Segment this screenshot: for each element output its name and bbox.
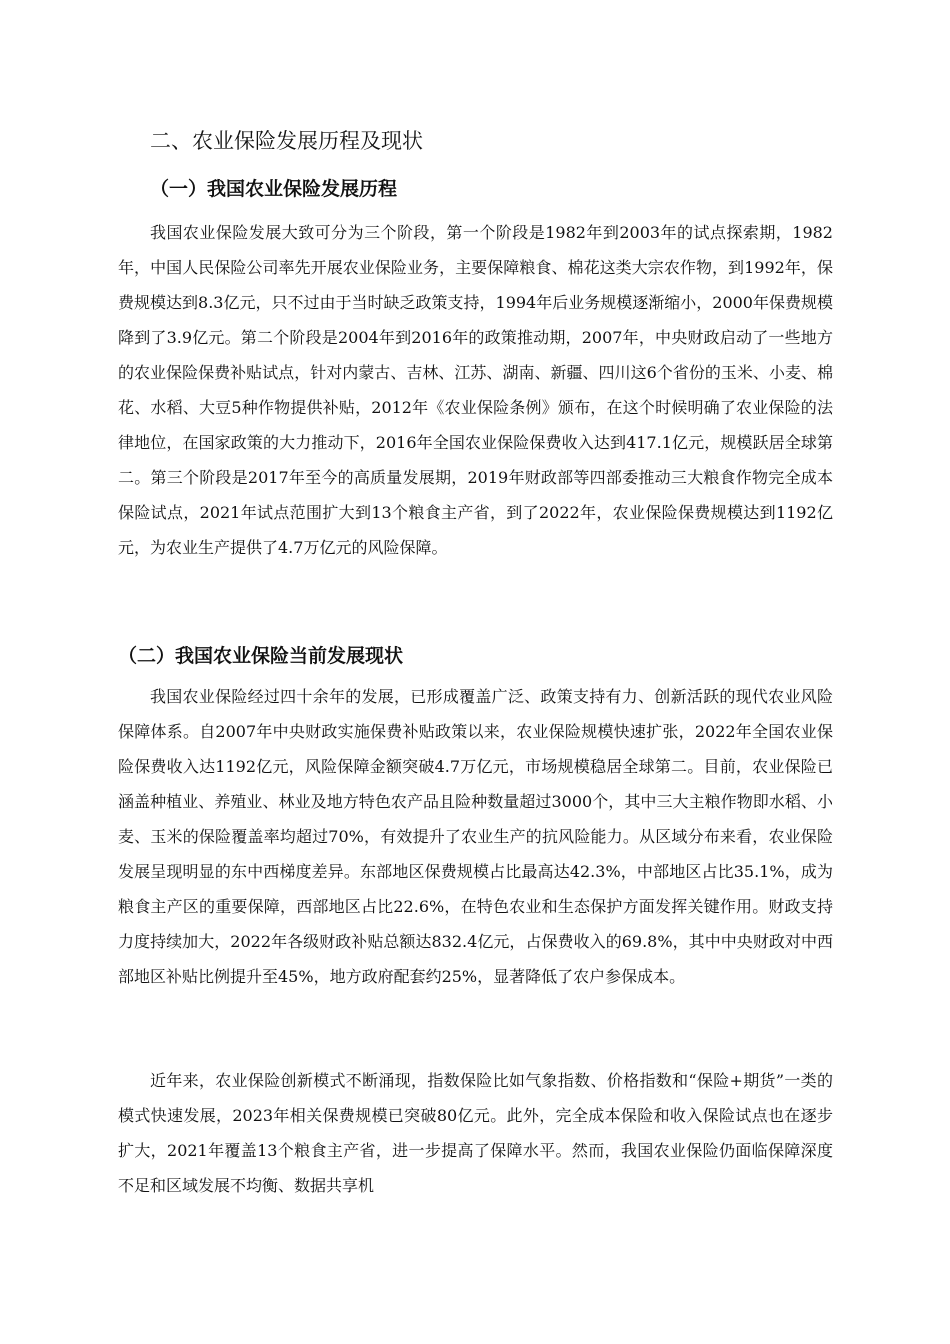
paragraph-history: 我国农业保险发展大致可分为三个阶段，第一个阶段是1982年到2003年的试点探索期，1982年，中国人民保险公司率先开展农业保险业务，主要保障粮食、棉花这类大宗农作物，到1992年，保费规模达到8.3亿元，只不过由于当时缺乏政策支持，1994年后业务规模逐渐缩小，2000年保费规模降到了3.9亿元。第二个阶段是2004年到2016年的政策推动期，2007年，中央财政启动了一些地方的农业保险保费补贴试点，针对内蒙古、吉林、江苏、湖南、新疆、四川这6个省份的玉米、小麦、棉花、水稻、大豆5种作物提供补贴，2012年《农业保险条例》颁布，在这个时候明确了农业保险的法律地位，在国家政策的大力推动下，2016年全国农业保险保费收入达到417.1亿元，规模跃居全球第二。第三个阶段是2017年至今的高质量发展期，2019年财政部等四部委推动三大粮食作物完全成本保险试点，2021年试点范围扩大到13个粮食主产省，到了2022年，农业保险保费规模达到1192亿元，为农业生产提供了4.7万亿元的风险保障。 xyxy=(118,223,833,557)
paragraph-status-1: 我国农业保险经过四十余年的发展，已形成覆盖广泛、政策支持有力、创新活跃的现代农业风险保障体系。自2007年中央财政实施保费补贴政策以来，农业保险规模快速扩张，2022年全国农业保险保费收入达1192亿元，风险保障金额突破4.7万亿元，市场规模稳居全球第二。目前，农业保险已涵盖种植业、养殖业、林业及地方特色农产品且险种数量超过3000个，其中三大主粮作物即水稻、小麦、玉米的保险覆盖率均超过70%，有效提升了农业生产的抗风险能力。从区域分布来看，农业保险发展呈现明显的东中西梯度差异。东部地区保费规模占比最高达42.3%，中部地区占比35.1%，成为粮食主产区的重要保障，西部地区占比22.6%，在特色农业和生态保护方面发挥关键作用。财政支持力度持续加大，2022年各级财政补贴总额达832.4亿元，占保费收入的69.8%，其中中央财政对中西部地区补贴比例提升至45%，地方政府配套约25%，显著降低了农户参保成本。 xyxy=(118,687,833,986)
subsection-heading-status: （二）我国农业保险当前发展现状 xyxy=(118,645,404,667)
section-heading: 二、农业保险发展历程及现状 xyxy=(150,129,423,153)
paragraph-status-2: 近年来，农业保险创新模式不断涌现，指数保险比如气象指数、价格指数和“保险+期货”一类的模式快速发展，2023年相关保费规模已突破80亿元。此外，完全成本保险和收入保险试点也在逐步扩大，2021年覆盖13个粮食主产省，进一步提高了保障水平。然而，我国农业保险仍面临保障深度不足和区域发展不均衡、数据共享机 xyxy=(118,1071,833,1195)
subsection-heading-history: （一）我国农业保险发展历程 xyxy=(150,178,398,200)
